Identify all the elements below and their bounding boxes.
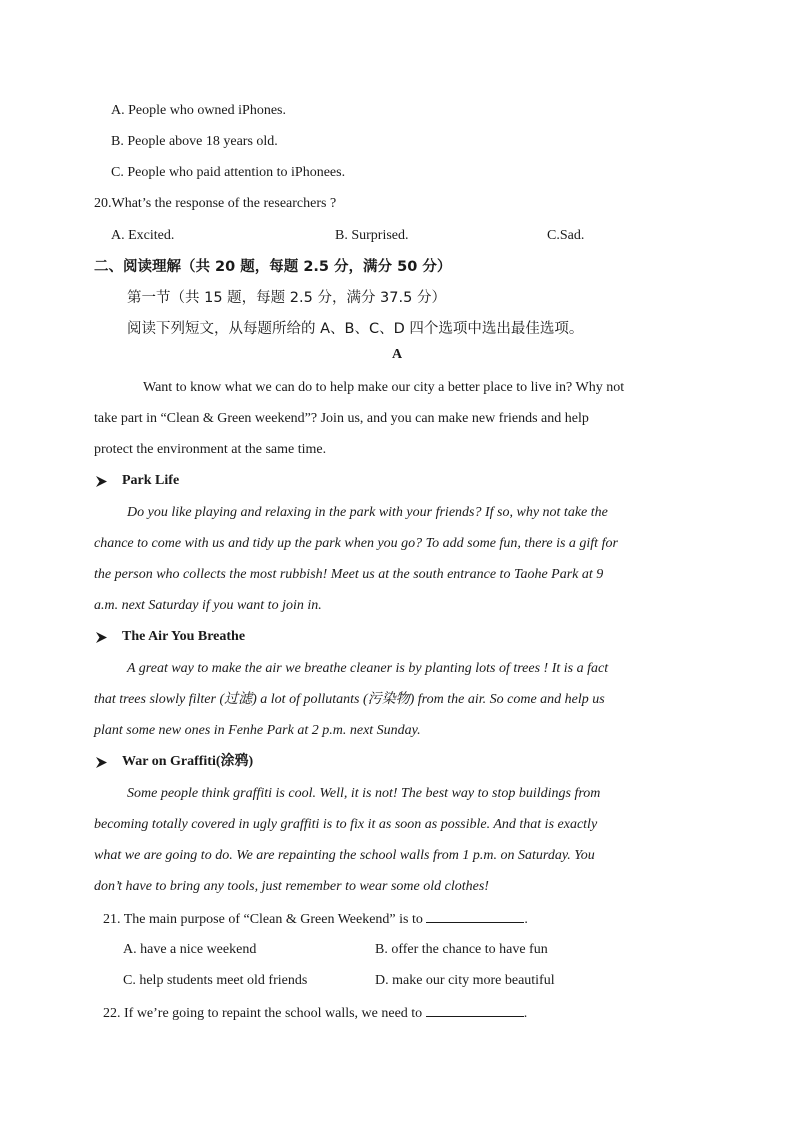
q21-option-d: D. make our city more beautiful	[375, 973, 555, 988]
air-title: The Air You Breathe	[122, 629, 246, 644]
q19-option-b: B. People above 18 years old.	[111, 134, 278, 149]
park-life-line-1: Do you like playing and relaxing in the park with your friends? If so, why not take the	[127, 505, 608, 520]
q21-option-c: C. help students meet old friends	[123, 973, 308, 988]
q21-option-b: B. offer the chance to have fun	[375, 942, 548, 957]
graffiti-line-3: what we are going to do. We are repainting the school walls from 1 p.m. on Saturday. You	[94, 848, 595, 863]
arrowhead-bullet-icon	[96, 476, 107, 487]
part2-heading: 二、阅读理解（共 20 题，每题 2.5 分，满分 50 分）	[94, 259, 452, 275]
q20-option-c: C.Sad.	[547, 228, 585, 243]
air-line-2: that trees slowly filter (过滤) a lot of pollutants (污染物) from the air. So come and help us	[94, 692, 605, 707]
intro-line-3: protect the environment at the same time.	[94, 442, 327, 457]
graffiti-line-1: Some people think graffiti is cool. Well, it is not! The best way to stop buildings from	[127, 786, 601, 801]
park-life-line-3: the person who collects the most rubbish! Meet us at the south entrance to Taohe Park at 9	[94, 567, 604, 582]
reading-instruction: 阅读下列短文，从每题所给的 A、B、C、D 四个选项中选出最佳选项。	[127, 321, 584, 337]
air-line-1: A great way to make the air we breathe cleaner is by planting lots of trees ! It is a fact	[127, 661, 609, 676]
q21-stem-text: 21. The main purpose of “Clean & Green Weekend” is to	[103, 912, 423, 927]
q22-stem-text: 22. If we’re going to repaint the school walls, we need to	[103, 1006, 423, 1021]
park-life-title: Park Life	[122, 473, 180, 488]
intro-line-1: Want to know what we can do to help make our city a better place to live in? Why not	[143, 380, 625, 395]
section1-heading: 第一节（共 15 题，每题 2.5 分，满分 37.5 分）	[127, 290, 446, 306]
air-line-3: plant some new ones in Fenhe Park at 2 p.m. next Sunday.	[94, 723, 421, 738]
arrowhead-bullet-icon	[96, 757, 107, 768]
answer-blank	[426, 909, 524, 923]
graffiti-line-4: don’t have to bring any tools, just remember to wear some old clothes!	[94, 879, 489, 894]
park-life-line-2: chance to come with us and tidy up the park when you go? To add some fun, there is a gift for	[94, 536, 618, 551]
answer-blank	[426, 1003, 524, 1017]
intro-line-2: take part in “Clean & Green weekend”? Join us, and you can make new friends and help	[94, 411, 589, 426]
q21-option-a: A. have a nice weekend	[123, 942, 257, 957]
q20-stem: 20.What’s the response of the researchers ?	[94, 196, 337, 211]
passage-letter: A	[391, 347, 403, 362]
q22-stem: 22. If we’re going to repaint the school walls, we need to .	[103, 1003, 527, 1023]
q20-option-b: B. Surprised.	[335, 228, 409, 243]
q20-option-a: A. Excited.	[111, 228, 175, 243]
q19-option-a: A. People who owned iPhones.	[111, 103, 286, 118]
arrowhead-bullet-icon	[96, 632, 107, 643]
q19-option-c: C. People who paid attention to iPhonees.	[111, 165, 346, 180]
graffiti-line-2: becoming totally covered in ugly graffiti is to fix it as soon as possible. And that is exactly	[94, 817, 598, 832]
q21-stem: 21. The main purpose of “Clean & Green Weekend” is to .	[103, 909, 528, 929]
park-life-line-4: a.m. next Saturday if you want to join in.	[94, 598, 322, 613]
graffiti-title: War on Graffiti(涂鸦)	[122, 754, 254, 769]
